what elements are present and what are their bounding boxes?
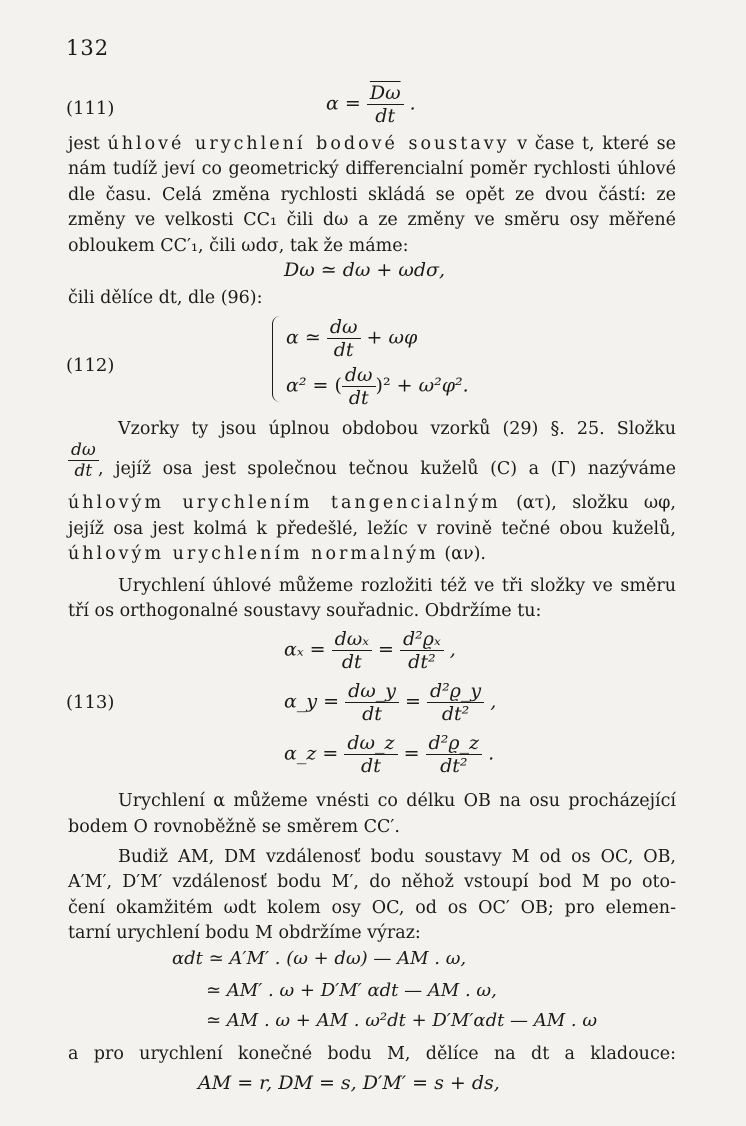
eq113-r1-den2: dt²: [408, 651, 436, 673]
eq112-r1-lhs: α ≃: [286, 326, 321, 349]
equation-113-row1: [284, 628, 456, 673]
eq113-r3-lhs: α_z =: [284, 742, 339, 765]
equation-final: AM = r, DM = s, D′M′ = s + ds,: [198, 1072, 500, 1094]
eq113-r1-den1: dt: [341, 651, 362, 673]
para2-line5-emph: úhlovým urychlením normalným: [68, 544, 439, 564]
eq113-r2-frac2: [427, 680, 484, 725]
eq113-r3-frac1: [344, 732, 397, 777]
para2-line4: jejíž osa jest kolmá k předešlé, ležíc v rovině tečné obou kuželů,: [68, 519, 676, 539]
eq111-fraction: [367, 82, 404, 127]
equation-chain-row3: ≃ AM . ω + AM . ω²dt + D′M′αdt — AM . ω: [206, 1010, 598, 1031]
eq112-r1-rhs: + ωφ: [366, 326, 418, 349]
eq113-r1-lhs: αₓ =: [284, 638, 326, 661]
eq113-r2-den2: dt²: [441, 703, 470, 725]
para2-line3-emph: úhlovým urychlením tangencialným: [68, 493, 501, 513]
equation-number-113: (113): [66, 692, 115, 713]
eq113-r3-end: .: [488, 742, 495, 765]
eq113-r1-num1: dωₓ: [332, 628, 372, 651]
para1-line1-a: jest: [68, 134, 100, 154]
para1-line2: nám tudíž jeví co geometrický differencialní poměr rychlosti úhlové: [68, 159, 676, 179]
para5-line2: A′M′, D′M′ vzdálenosť bodu M′, do něhož vstoupí bod M po oto-: [68, 872, 676, 892]
eq111-numerator: $\overline{D\omega}$: [367, 82, 404, 105]
para5-line1: Budiž AM, DM vzdálenosť bodu soustavy M od os OC, OB,: [118, 847, 676, 867]
para2-line3-b: (ατ), složku ωφ,: [516, 493, 676, 513]
page-number: 132: [66, 36, 110, 60]
eq112-r2-lhs: α² =: [286, 374, 329, 397]
eq113-r3-num1: dω_z: [344, 732, 397, 755]
para1-line1: [68, 133, 676, 155]
eq113-r1-num2: d²ϱₓ: [400, 628, 444, 651]
eq113-r1-frac1: [332, 628, 372, 673]
eq112-r2-denominator: dt: [348, 387, 369, 409]
eq113-r2-num1: dω_y: [345, 680, 399, 703]
eq111-lhs: α =: [326, 92, 361, 115]
para2-line5-b: (αν).: [444, 544, 486, 564]
equation-dw: Dω ≃ dω + ωdσ,: [284, 259, 446, 281]
para1-line5: obloukem CC′₁, čili ωdσ, tak že máme:: [68, 236, 409, 256]
equation-chain-row2: ≃ AM′ . ω + D′M′ αdt — AM . ω,: [206, 980, 497, 1001]
para1-line6: čili dělíce dt, dle (96):: [68, 288, 263, 308]
equation-number-112: (112): [66, 355, 115, 376]
para1-line1-emph: úhlové urychlení bodové soustavy: [107, 134, 510, 154]
para5-line4: tarní urychlení bodu M obdržíme výraz:: [68, 923, 421, 943]
eq113-r2-num2: d²ϱ_y: [427, 680, 484, 703]
eq112-r1-numerator: dω: [327, 316, 361, 339]
para2-fraction: [68, 440, 99, 481]
para2-frac-denominator: dt: [74, 461, 93, 481]
eq113-r3-eq: =: [403, 742, 420, 765]
equation-112-row1: [286, 316, 417, 361]
eq113-r2-end: ,: [490, 690, 497, 713]
equation-112-row2: [286, 364, 469, 409]
eq111-denominator: dt: [375, 105, 396, 127]
equation-113-row3: [284, 732, 494, 777]
para1-line3: dle času. Celá změna rychlosti skládá se opět ze dvou částí: ze: [68, 185, 676, 205]
para2-line2: , jejíž osa jest společnou tečnou kuželů (C) a (Γ) nazýváme: [98, 459, 676, 479]
eq113-r3-num2: d²ϱ_z: [426, 732, 482, 755]
eq113-r2-den1: dt: [362, 703, 382, 725]
para4-line2: bodem O rovnoběžně se směrem CC′.: [68, 817, 400, 837]
para1-line4: změny ve velkosti CC₁ čili dω a ze změny ve směru osy měřené: [68, 210, 676, 230]
eq113-r2-lhs: α_y =: [284, 690, 340, 713]
para3-line1: Urychlení úhlové můžeme rozložiti též ve tři složky ve směru: [118, 576, 676, 596]
para1-line1-c: v čase t, které se: [517, 134, 676, 154]
equation-113-row2: [284, 680, 496, 725]
equation-111: [326, 82, 416, 127]
para2-frac-numerator: dω: [68, 440, 99, 461]
eq113-r1-frac2: [400, 628, 444, 673]
para2-frac-wrap: [68, 440, 99, 481]
para2-line1: Vzorky ty jsou úplnou obdobou vzorků (29) §. 25. Složku: [118, 419, 676, 439]
eq112-r1-fraction: [327, 316, 361, 361]
para4-line1: Urychlení α můžeme vnésti co délku OB na osu procházející: [118, 791, 676, 811]
para5-line3: čení okamžitém ωdt kolem osy OC, od os OC′ OB; pro elemen-: [68, 898, 676, 918]
eq113-r3-frac2: [426, 732, 482, 777]
eq112-paren-close: )²: [375, 374, 391, 397]
eq112-r2-rhs: + ω²φ².: [396, 374, 469, 397]
eq111-end: .: [409, 92, 416, 115]
para6-line1: a pro urychlení konečné bodu M, dělíce na dt a kladouce:: [68, 1044, 676, 1064]
eq113-r1-end: ,: [449, 638, 456, 661]
para2-line5: [68, 543, 676, 565]
eq112-r2-numerator: dω: [342, 364, 376, 387]
eq112-r1-denominator: dt: [333, 339, 354, 361]
eq112-paren-open: (: [334, 374, 342, 397]
eq113-r3-den1: dt: [361, 755, 381, 777]
para3-line2: tří os orthogonalné soustavy souřadnic. Obdržíme tu:: [68, 601, 542, 621]
eq112-r2-fraction: [342, 364, 376, 409]
para2-line3: [68, 492, 676, 514]
eq112-brace: [272, 316, 281, 402]
eq113-r2-frac1: [345, 680, 399, 725]
eq113-r2-eq: =: [405, 690, 421, 713]
eq113-r3-den2: dt²: [440, 755, 468, 777]
equation-chain-row1: αdt ≃ A′M′ . (ω + dω) — AM . ω,: [172, 948, 467, 969]
equation-number-111: (111): [66, 98, 115, 119]
eq113-r1-eq: =: [378, 638, 394, 661]
